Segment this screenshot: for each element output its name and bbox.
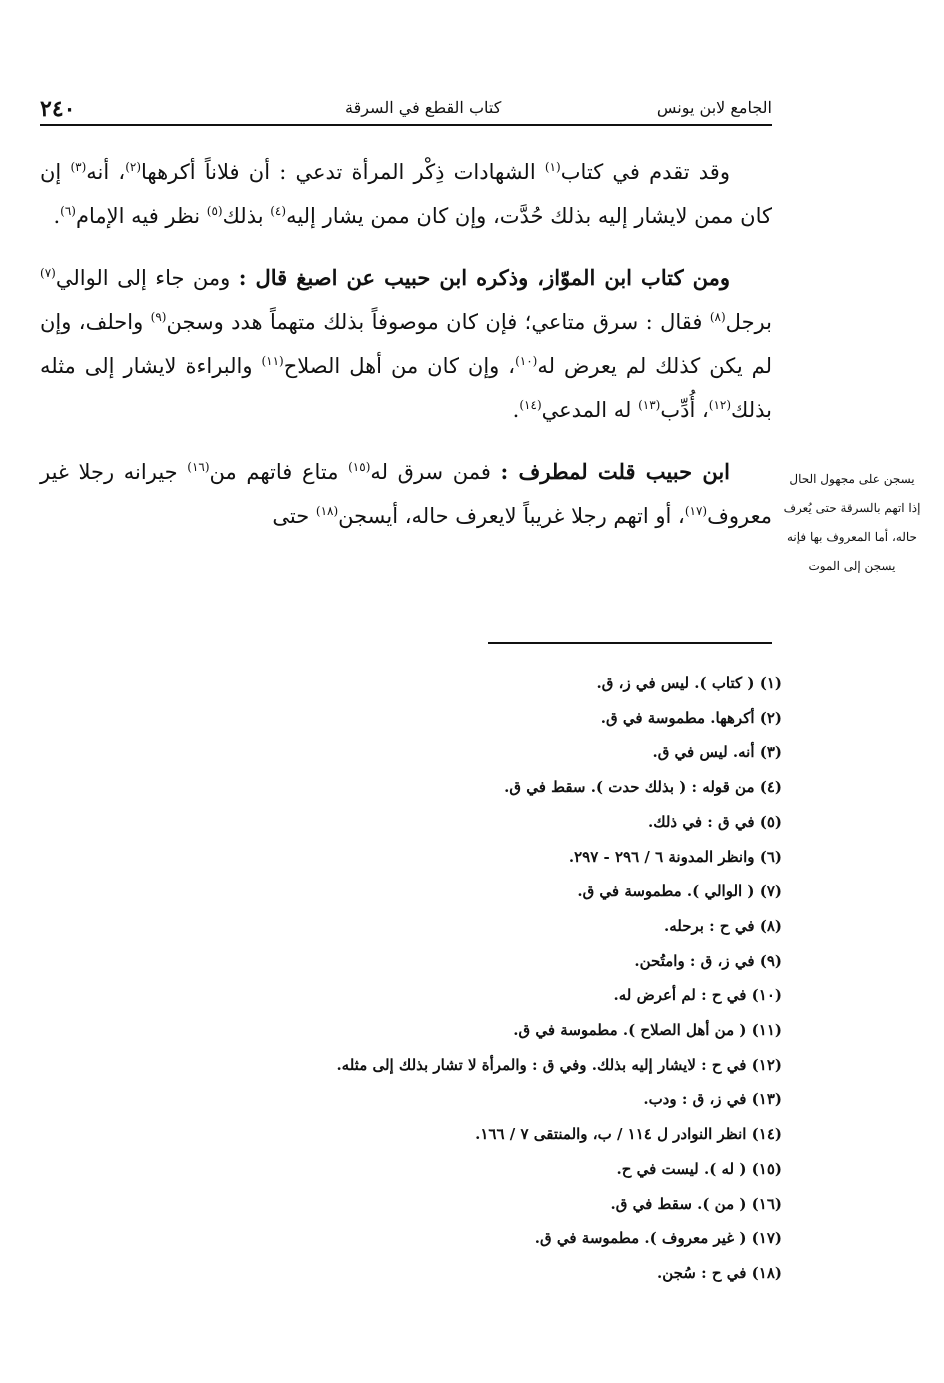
page-number: ٢٤٠ — [40, 96, 76, 122]
margin-note-line: إذا اتهم بالسرقة حتى يُعرف — [783, 501, 921, 515]
footnote-item: (٤) من قوله : ( بذلك حدت ). سقط في ق. — [504, 778, 782, 797]
margin-note-line: حاله، أما المعروف بها فإنه — [787, 530, 917, 544]
text-segment: جيرانه رجلا غير معروف — [40, 460, 772, 528]
footnote-item: (١٢) في ح : لايشار إليه بذلك. وفي ق : والمرأة لا تشار بذلك إلى مثله. — [336, 1055, 782, 1074]
text-segment: نظر فيه الإمام — [75, 204, 207, 228]
paragraph-lead: ابن حبيب قلت لمطرف : — [500, 459, 731, 484]
footnote-item: (٣) أنه. ليس في ق. — [652, 743, 782, 762]
footnote-marker: (١٧) — [684, 504, 708, 518]
footnote-item: (١١) ( من أهل الصلاح ). مطموسة في ق. — [513, 1021, 782, 1040]
text-segment: فمن سرق له — [370, 460, 501, 484]
footnote-item: (٧) ( الوالي ). مطموسة في ق. — [577, 882, 782, 901]
footnote-marker: (٨) — [709, 310, 726, 324]
text-segment: الشهادات ذِكْر المرأة تدعي : أن فلاناً أكرهها — [141, 160, 545, 184]
footnote-separator — [488, 642, 772, 644]
footnote-item: (١٠) في ح : لم أعرض له. — [613, 986, 782, 1005]
text-segment: برجل — [725, 310, 772, 334]
footnote-item: (٢) أكرهها. مطموسة في ق. — [600, 708, 782, 727]
footnote-marker: (٤) — [270, 204, 287, 218]
paragraph — [40, 256, 772, 432]
text-segment: وقد تقدم في كتاب — [560, 160, 730, 184]
footnote-marker: (٣) — [70, 160, 87, 174]
paragraph — [40, 150, 772, 238]
footnote-item: (٨) في ح : برحله. — [663, 916, 782, 935]
footnote-item: (١٤) انظر النوادر ل ١١٤ / ب، والمنتقى ٧ / ١٦٦. — [475, 1125, 782, 1144]
margin-note-line: يسجن على مجهول الحال — [789, 472, 915, 486]
text-segment: ومن جاء إلى الوالي — [55, 266, 239, 290]
running-header — [40, 96, 772, 126]
margin-note-line: يسجن إلى الموت — [808, 559, 896, 573]
text-segment: . — [512, 398, 520, 422]
footnote-item: (٩) في ز، ق : وامتُحن. — [634, 951, 782, 970]
text-segment: بذلك — [222, 204, 271, 228]
footnote-marker: (٥) — [206, 204, 223, 218]
footnote-marker: (١٦) — [187, 460, 210, 474]
footnotes — [240, 666, 782, 1291]
paragraph — [40, 450, 772, 538]
footnote-item: (١٧) ( غير معروف ). مطموسة في ق. — [534, 1229, 782, 1248]
footnote-marker: (١٥) — [348, 460, 371, 474]
footnote-marker: (١٨) — [315, 504, 339, 518]
text-segment: والبراءة لايشار إلى مثله بذلك — [40, 354, 772, 422]
footnote-marker: (١٠) — [515, 354, 538, 368]
footnote-marker: (٩) — [150, 310, 167, 324]
text-segment: ، أنه — [86, 160, 126, 184]
footnote-marker: (٧) — [40, 266, 56, 280]
text-segment: إن كان ممن لايشار إليه بذلك حُدَّت، وإن كان ممن يشار إليه — [40, 160, 772, 228]
footnote-marker: (٢) — [125, 160, 142, 174]
footnote-item: (٦) وانظر المدونة ٦ / ٢٩٦ - ٢٩٧. — [568, 847, 782, 866]
text-segment: . — [53, 204, 61, 228]
footnote-marker: (١١) — [261, 354, 284, 368]
paragraph-lead: ومن كتاب ابن الموّاز، وذكره ابن حبيب عن اصبغ قال : — [238, 265, 730, 290]
footnote-item: (١٣) في ز، ق : ودب. — [643, 1090, 782, 1109]
footnote-item: (١٨) في ح : سُجن. — [656, 1263, 782, 1282]
text-segment: حتى — [272, 504, 316, 528]
text-segment: واحلف، وإن لم يكن كذلك لم يعرض له — [40, 310, 772, 378]
margin-note — [782, 465, 922, 581]
text-segment: فقال : سرق متاعي؛ فإن كان موصوفاً بذلك متهماً هدد وسجن — [166, 310, 710, 334]
text-segment: ، أُدِّب — [660, 398, 709, 422]
text-segment: له المدعي — [541, 398, 639, 422]
text-segment: ، وإن كان من أهل الصلاح — [283, 354, 516, 378]
footnote-marker: (١) — [544, 160, 561, 174]
text-segment: متاع فاتهم من — [209, 460, 349, 484]
book-title: الجامع لابن يونس — [656, 98, 772, 117]
main-text — [40, 150, 772, 556]
chapter-title: كتاب القطع في السرقة — [345, 98, 502, 117]
footnote-item: (١٦) ( من ). سقط في ق. — [610, 1194, 782, 1213]
footnote-item: (١٥) ( له ). ليست في ح. — [616, 1159, 782, 1178]
footnote-item: (٥) في ق : في ذلك. — [647, 812, 782, 831]
footnote-marker: (٦) — [60, 204, 76, 218]
footnote-marker: (١٤) — [519, 398, 542, 412]
footnote-item: (١) ( كتاب ). ليس في ز، ق. — [596, 674, 782, 692]
footnote-marker: (١٣) — [638, 398, 661, 412]
footnote-marker: (١٢) — [708, 398, 732, 412]
text-segment: ، أو اتهم رجلا غريباً لايعرف حاله، أيسجن — [338, 504, 685, 528]
